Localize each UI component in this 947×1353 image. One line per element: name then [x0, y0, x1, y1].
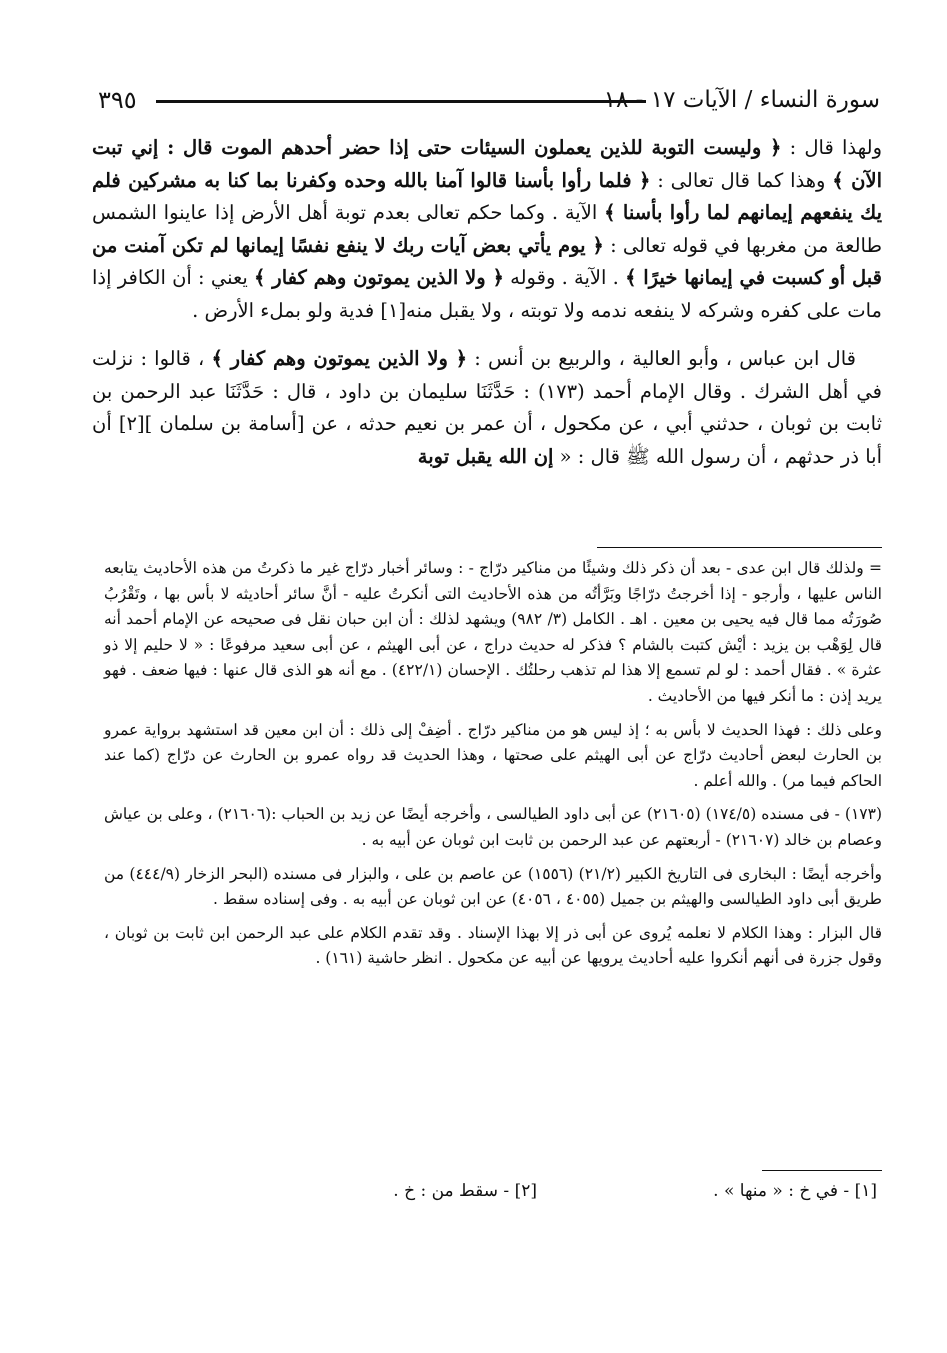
quran-quote: ﴿ وليست التوبة للذين يعملون السيئات حتى إذا حضر أحدهم الموت قال : إني تبت الآن ﴾: [92, 136, 882, 192]
footnote-separator: [597, 547, 882, 548]
text-run: يعني : أن الكافر إذا مات على كفره وشركه لا ينفعه ندمه ولا توبته ، ولا يقبل منه[١] فدية ولو بملء الأرض .: [92, 266, 882, 322]
footnote-paragraph: وعلى ذلك : فهذا الحديث لا بأس به ؛ إذ ليس هو من مناكير درّاج . أضِفْ إلى ذلك : أن ابن معين قد استشهد برواية عمرو بن الحارث لبعض أحاديث درّاج عن أبى الهيثم على صحتها ، وهذا الحديث قد رواه عمرو بن الحارث عن درّاج (كما عند الحاكم فيما مر) . والله أعلم .: [104, 720, 882, 790]
text-run: ولهذا قال :: [781, 136, 882, 159]
manuscript-note-2: [٢] - سقط من : خ .: [393, 1181, 537, 1201]
footnote-paragraph: = ولذلك قال ابن عدى - بعد أن ذكر ذلك وشيئًا من مناكير درّاج - : وسائر أخبار درّاج غير ما ذكرتُ من هذه الأحاديث يتابعه الناس عليها ، وأرجو - إذا أخرجتُ درّاجًا وبَرَّأتُه من هذه الأحاديث التى أنكرتُ عليه - أنَّ سائر أحاديثه لا بأس بها ، وتَقْرُبُ صُورَتُه مما قال فيه يحيى بن معين . اهـ . الكامل (٣/ ٩٨٢) ويشهد لذلك : أن ابن حبان نقل فى صحيحه عن الإمام أحمد أنه قال لِوَهْب بن يزيد : أيْش كتبت بالشام ؟ فذكر له حديث دراج ، عن أبى الهيثم ، عن أبى سعيد مرفوعًا : « لا حليم إلا ذو عثرة » . فقال أحمد : لو لم تسمع إلا هذا لم تذهب رحلتُك . الإحسان (٤٢٢/١) . مع أنه هو الذى قال عنها : فيها ضعف . فهو يريد إذن : ما أنكر فيها من الأحاديث .: [104, 559, 883, 705]
text-run: ، قالوا : نزلت في أهل الشرك . وقال الإمام أحمد (١٧٣) : حَدَّثَنَا سليمان بن داود ، قال : حَدَّثَنَا عبد الرحمن بن ثابت بن ثوبان ، حدثني أبي ، عن مكحول ، أن عمر بن نعيم حدثه ، عن [أسامة بن سلمان ][٢] أن أبا ذر حدثهم ، أن رسول الله ﷺ قال : «: [92, 347, 882, 468]
footnote-paragraph: (١٧٣) - فى مسنده (١٧٤/٥) (٢١٦٠٥) عن أبى داود الطيالسى ، وأخرجه أيضًا عن زيد بن الحباب :(٢١٦٠٦) ، وعلى بن عياش وعصام بن خالد (٢١٦٠٧) - أربعتهم عن عبد الرحمن بن ثابت ابن ثوبان عن أبيه به .: [104, 805, 882, 849]
quran-quote: ﴿ يوم يأتي بعض آيات ربك لا ينفع نفسًا إيمانها لم تكن آمنت من قبل أو كسبت في إيمانها خيرًا ﴾: [92, 233, 882, 289]
main-paragraph-2: [92, 343, 882, 473]
main-text: [92, 132, 882, 473]
page-number: ٣٩٥: [98, 86, 137, 114]
manuscript-notes: [257, 1176, 877, 1206]
running-title: سورة النساء / الآيات ١٧ - ١٨: [603, 87, 880, 113]
editor-footnotes: [104, 556, 882, 972]
text-run: وهذا كما قال تعالى :: [650, 168, 833, 192]
manuscript-notes-separator: [762, 1170, 882, 1171]
header-rule: [156, 100, 646, 103]
main-paragraph-1: [92, 132, 882, 327]
footnote-paragraph: قال البزار : وهذا الكلام لا نعلمه يُروى عن أبى ذر إلا بهذا الإسناد . وقد تقدم الكلام على عبد الرحمن ابن ثابت بن ثوبان ، وقول جزرة فى أنهم أنكروا عليه أحاديث يرويها عن أبيه عن مكحول . انظر حاشية (١٦١) .: [104, 923, 882, 968]
text-run: . الآية . وقوله: [503, 266, 626, 289]
footnote-paragraph: وأخرجه أيضًا : البخارى فى التاريخ الكبير (٢١/٢) (١٥٥٦) عن عاصم بن على ، والبزار فى مسنده (البحر الزخار (٤٤٤/٩) من طريق أبى داود الطيالسى والهيثم بن جميل (٤٠٥٥ ، ٤٠٥٦) عن ابن ثوبان عن أبيه به . وفى إسناده سقط .: [104, 864, 883, 909]
hadith-quote: إن الله يقبل توبة: [417, 444, 554, 468]
manuscript-note-1: [١] - في خ : « منها » .: [713, 1181, 877, 1201]
quran-quote: ﴿ فلما رأوا بأسنا قالوا آمنا بالله وحده وكفرنا بما كنا به مشركين فلم يك ينفعهم إيمانهم لما رأوا بأسنا ﴾: [92, 168, 882, 224]
page-header: [98, 84, 880, 118]
text-run: الآية . وكما حكم تعالى بعدم توبة أهل الأرض إذا عاينوا الشمس طالعة من مغربها في قوله تعالى :: [92, 201, 882, 257]
quran-quote: ﴿ ولا الذين يموتون وهم كفار ﴾: [254, 266, 504, 289]
text-run: قال ابن عباس ، وأبو العالية ، والربيع بن أنس :: [467, 347, 856, 370]
quran-quote: ﴿ ولا الذين يموتون وهم كفار ﴾: [211, 347, 468, 370]
